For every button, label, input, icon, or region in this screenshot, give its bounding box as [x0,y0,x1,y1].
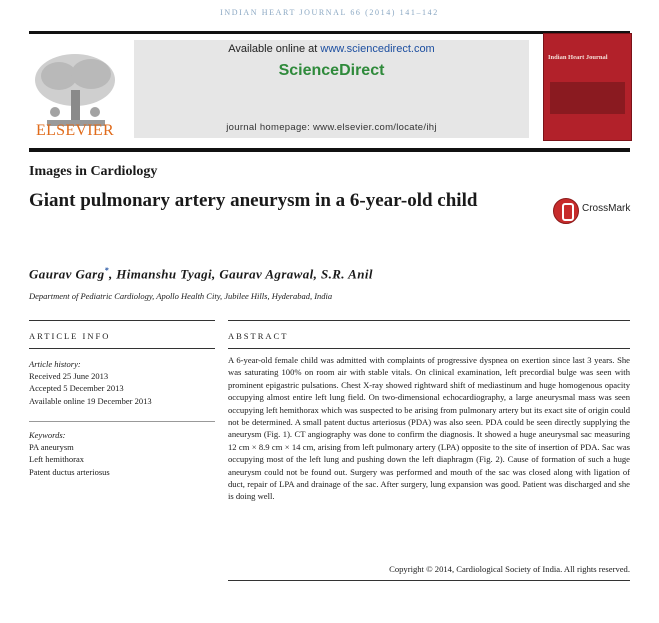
first-author: Gaurav Garg [29,266,105,282]
sciencedirect-brand: ScienceDirect [278,62,385,79]
keywords-label: Keywords: [29,430,66,440]
top-rule [29,31,630,34]
journal-homepage[interactable]: journal homepage: www.elsevier.com/locate/ihj [226,122,437,133]
elsevier-wordmark: ELSEVIER [36,122,114,139]
copyright: Copyright © 2014, Cardiological Society of India. All rights reserved. [389,564,630,574]
keywords-rule [29,421,215,422]
abstract-rule-end [228,580,630,581]
abstract-rule-top [228,320,630,321]
crossmark-icon [553,198,579,224]
crossmark-label: CrossMark [582,203,631,214]
abstract-rule-bottom [228,348,630,349]
received-date: Received 25 June 2013 [29,371,109,382]
header-rule [29,148,630,152]
cover-artwork [550,82,625,114]
author-list [29,266,373,282]
article-title: Giant pulmonary artery aneurysm in a 6-year-old child [29,190,478,211]
history-label: Article history: [29,359,81,369]
article-history [29,358,152,407]
cover-title: Indian Heart Journal [548,54,608,61]
keywords [29,429,110,478]
keyword-item: Patent ductus arteriosus [29,466,110,477]
crossmark-badge[interactable] [553,198,633,224]
info-rule-top [29,320,215,321]
abstract-heading: ABSTRACT [228,331,289,341]
online-date: Available online 19 December 2013 [29,395,152,406]
journal-citation: INDIAN HEART JOURNAL 66 (2014) 141–142 [220,8,439,17]
available-prefix: Available online at [228,43,321,55]
article-info-heading: ARTICLE INFO [29,331,111,341]
accepted-date: Accepted 5 December 2013 [29,383,124,394]
journal-cover [543,33,632,141]
sciencedirect-banner [134,40,529,138]
info-rule-bottom [29,348,215,349]
sciencedirect-link[interactable]: www.sciencedirect.com [320,43,435,55]
corresponding-author-mark[interactable]: * [104,266,109,275]
keyword-item: Left hemithorax [29,454,84,465]
available-online [134,43,529,55]
keyword-item: PA aneurysm [29,442,74,453]
abstract-text: A 6-year-old female child was admitted with complaints of progressive dyspnea on exertion since last 3 years. She was saturating 100% on room air with stable vitals. On clinical examination, left precordial bulge was seen with prominent epigastric pulsations. Chest X-ray showed rightward shift of mediastinum and huge homogenous opacity occupying almost entire left lung field. On two-dimensional echocardiography, a large aneurysmal mass was seen occupying left hemithorax which was suspected to be arising from pulmonary artery but its exact site of origin could not be determined. A small patent ductus arteriosus (PDA) was also seen. PDA could be seen directly supplying the aneurysm (Fig. 1). CT angiography was done to confirm the diagnosis. It showed a huge aneurysmal sac measuring 12 cm × 8.9 cm × 14 cm, arising from left pulmonary artery (LPA) opposite to the site of insertion of PDA. Sac was occupying most of the left lung and pushing down the left diaphragm (Fig. 2). Cause of formation of such a huge aneurysm could not be found out. Surgery was performed and mouth of the sac was closed along with ligation of duct, repair of LPA and drainage of the sac. After surgery, lung expansion was good. Patient was discharged and she is doing well. [228,355,630,502]
other-authors: , Himanshu Tyagi, Gaurav Agrawal, S.R. Anil [108,266,373,282]
section-label: Images in Cardiology [29,164,158,179]
affiliation: Department of Pediatric Cardiology, Apollo Health City, Jubilee Hills, Hyderabad, India [29,291,333,301]
